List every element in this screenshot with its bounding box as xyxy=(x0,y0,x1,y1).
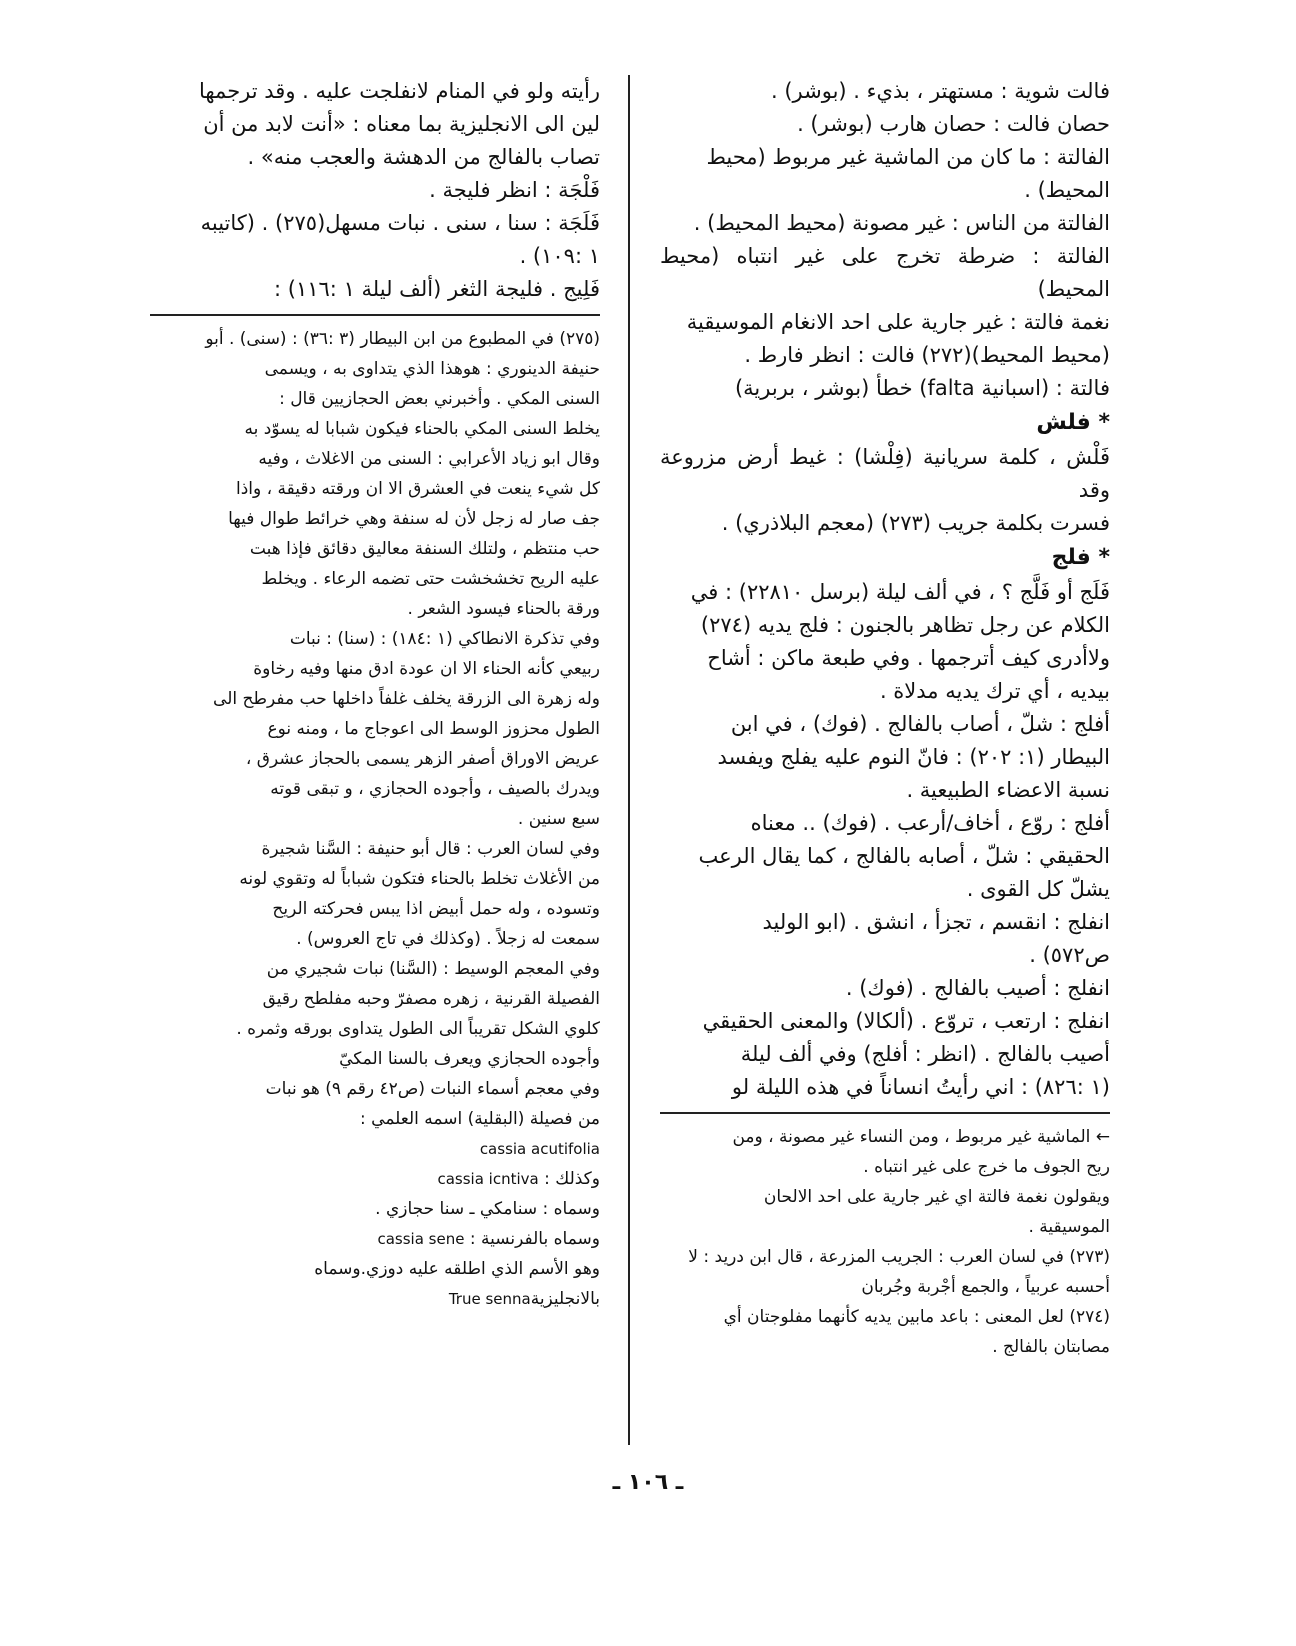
entry-line: انفلج : أصيب بالفالج . (فوك) . xyxy=(845,976,1110,1000)
entry-line: فَلْجَة : انظر فليجة . xyxy=(429,178,600,202)
footnote-line: سبع سنين . xyxy=(517,809,600,829)
footnote-line: وأجوده الحجازي ويعرف بالسنا المكيّ xyxy=(339,1049,600,1069)
entry-line: فالتة : (اسبانية falta) خطأ (بوشر ، بربرية) xyxy=(734,376,1110,400)
footnote-line: وفي لسان العرب : قال أبو حنيفة : السَّنا شجيرة xyxy=(261,839,600,859)
entry-heading-falaj: * فلج xyxy=(1051,545,1110,570)
entry-line: رأيته ولو في المنام لانفلجت عليه . وقد ترجمها xyxy=(198,79,600,103)
footnote-line: وتسوده ، وله حمل أبيض اذا يبس فحركته الريح xyxy=(272,899,600,919)
footnote-divider xyxy=(150,314,600,316)
footnote-line: ريح الجوف ما خرج على غير انتباه . xyxy=(863,1157,1110,1177)
entry-heading-falsh: * فلش xyxy=(1036,410,1110,435)
footnote-line: وله زهرة الى الزرقة يخلف غلفاً داخلها حب مفرطح الى xyxy=(213,689,600,709)
footnote-line: حنيفة الدينوري : هوهذا الذي يتداوى به ، ويسمى xyxy=(264,359,600,379)
footnote-line: وسماه : سنامكي ـ سنا حجازي . xyxy=(375,1199,600,1219)
footnote-line: الموسيقية . xyxy=(1028,1217,1110,1237)
footnote-line: (٢٧٥) في المطبوع من ابن البيطار (٣ :٣٦) : (سنى) . أبو xyxy=(205,329,600,349)
entry-line: انفلج : ارتعب ، تروّع . (ألكالا) والمعنى الحقيقي xyxy=(702,1009,1110,1033)
footnote-line: ربيعي كأنه الحناء الا ان عودة ادق منها وفيه رخاوة xyxy=(253,659,600,679)
left-column xyxy=(150,75,600,1314)
entry-line: الفالتة : ضرطة تخرج على غير انتباه (محيط المحيط) xyxy=(660,244,1110,301)
latin-name: cassia sene xyxy=(377,1230,465,1248)
footnote-line xyxy=(150,1164,600,1194)
entry-line: البيطار (١: ٢٠٢) : فانّ النوم عليه يفلج ويفسد xyxy=(717,745,1110,769)
footnote-line: ← الماشية غير مربوط ، ومن النساء غير مصونة ، ومن xyxy=(732,1127,1110,1147)
entry-line: يشلّ كل القوى . xyxy=(966,877,1110,901)
latin-name: cassia icntiva xyxy=(437,1170,539,1188)
footnote-line: وهو الأسم الذي اطلقه عليه دوزي.وسماه xyxy=(314,1259,600,1279)
footnote-line: حب منتظم ، ولتلك السنفة معاليق دقائق فإذا هبت xyxy=(249,539,600,559)
footnote-label: بالانجليزية xyxy=(530,1289,600,1309)
footnote-label: وسماه بالفرنسية : xyxy=(469,1229,600,1249)
entry-line: ولاأدرى كيف أترجمها . وفي طبعة ماكن : أشاح xyxy=(707,646,1110,670)
entry-line: فَلَج أو فَلَّج ؟ ، في ألف ليلة (برسل ٢٢٨١٠) : في xyxy=(690,580,1110,604)
entry-line: أفلج : شلّ ، أصاب بالفالج . (فوك) ، في ابن xyxy=(730,712,1110,736)
footnote-line: يخلط السنى المكي بالحناء فيكون شبابا له يسوّد به xyxy=(244,419,600,439)
entry-line: (١ :٨٢٦) : اني رأيتُ انساناً في هذه الليلة لو xyxy=(731,1075,1110,1099)
footnote-line: ورقة بالحناء فيسود الشعر . xyxy=(407,599,600,619)
entry-line: الفالتة من الناس : غير مصونة (محيط المحيط) . xyxy=(693,211,1110,235)
entry-line: نسبة الاعضاء الطبيعية . xyxy=(906,778,1110,802)
entry-line: ص٥٧٢) . xyxy=(1029,943,1110,967)
entry-line: فَلْش ، كلمة سريانية (فِلْشا) : غيط أرض مزروعة وقد xyxy=(660,445,1110,502)
footnote-line: من الأغلاث تخلط بالحناء فتكون شباباً له وتقوي لونه xyxy=(239,869,600,889)
footnote-line: (٢٧٤) لعل المعنى : باعد مابين يديه كأنهما مفلوجتان أي xyxy=(723,1307,1110,1327)
entry-line: ١ :١٠٩) . xyxy=(519,244,600,268)
footnote-line: السنى المكي . وأخبرني بعض الحجازيين قال : xyxy=(279,389,600,409)
entry-line: نغمة فالتة : غير جارية على احد الانغام الموسيقية xyxy=(686,310,1110,334)
footnote-line: وفي معجم أسماء النبات (ص٤٢ رقم ٩) هو نبات xyxy=(265,1079,600,1099)
footnote-line: وفي تذكرة الانطاكي (١ :١٨٤) : (سنا) : نبات xyxy=(289,629,600,649)
footnote-line: من فصيلة (البقلية) اسمه العلمي : xyxy=(360,1109,600,1129)
right-column xyxy=(660,75,1110,1362)
footnote-divider xyxy=(660,1112,1110,1114)
entry-line: الفالتة : ما كان من الماشية غير مربوط (محيط xyxy=(706,145,1110,169)
footnote-latin-line xyxy=(150,1134,600,1164)
footnote-line: ويقولون نغمة فالتة اي غير جارية على احد الالحان xyxy=(763,1187,1110,1207)
entry-line: فسرت بكلمة جريب (٢٧٣) (معجم البلاذري) . xyxy=(721,511,1110,535)
footnote-label: وكذلك : xyxy=(544,1169,600,1189)
entry-line: المحيط) . xyxy=(1024,178,1110,202)
footnote-line: عليه الريح تخشخشت حتى تضمه الرعاء . ويخلط xyxy=(261,569,600,589)
footnote-line xyxy=(150,1224,600,1254)
footnote-line: الفصيلة القرنية ، زهره مصفرّ وحبه مفلطح رقيق xyxy=(262,989,600,1009)
footnote-line: عريض الاوراق أصفر الزهر يسمى بالحجاز عشرق ، xyxy=(245,749,600,769)
entry-line: (محيط المحيط)(٢٧٢) فالت : انظر فارط . xyxy=(744,343,1110,367)
latin-name: True senna xyxy=(448,1290,531,1308)
entry-line: أفلج : روّع ، أخاف/أرعب . (فوك) .. معناه xyxy=(750,811,1110,835)
entry-line: أصيب بالفالج . (انظر : أفلج) وفي ألف ليلة xyxy=(740,1042,1110,1066)
column-divider xyxy=(628,75,630,1445)
entry-line: تصاب بالفالج من الدهشة والعجب منه» . xyxy=(247,145,600,169)
entry-line: الكلام عن رجل تظاهر بالجنون : فلج يديه (٢٧٤) xyxy=(700,613,1110,637)
footnote-line: أحسبه عربياً ، والجمع أجْربة وجُربان xyxy=(861,1277,1110,1297)
entry-line: حصان فالت : حصان هارب (بوشر) . xyxy=(797,112,1110,136)
page-number: ـ ١٠٦ ـ xyxy=(612,1470,684,1495)
entry-line: بيديه ، أي ترك يديه مدلاة . xyxy=(879,679,1110,703)
entry-line: لين الى الانجليزية بما معناه : «أنت لابد من أن xyxy=(203,112,600,136)
footnote-line: ويدرك بالصيف ، وأجوده الحجازي ، و تبقى قوته xyxy=(270,779,600,799)
footnote-line: وفي المعجم الوسيط : (السَّنا) نبات شجيري من xyxy=(266,959,600,979)
footnote-line: جف صار له زجل لأن له سنفة وهي خرائط طوال فيها xyxy=(228,509,600,529)
footnote-line: الطول محزوز الوسط الى اعوجاج ما ، ومنه نوع xyxy=(267,719,600,739)
footnote-line: وقال ابو زياد الأعرابي : السنى من الاغلاث ، وفيه xyxy=(258,449,600,469)
entry-line: فَلِيج . فليجة الثغر (ألف ليلة ١ :١١٦) : xyxy=(274,277,600,301)
entry-line: فَلَجَة : سنا ، سنى . نبات مسهل(٢٧٥) . (كاتيبه xyxy=(200,211,600,235)
footnote-line: كلوي الشكل تقريباً الى الطول يتداوى بورقه وثمره . xyxy=(236,1019,600,1039)
entry-line: الحقيقي : شلّ ، أصابه بالفالج ، كما يقال الرعب xyxy=(698,844,1110,868)
latin-name: cassia acutifolia xyxy=(479,1140,600,1158)
footnote-line: (٢٧٣) في لسان العرب : الجريب المزرعة ، قال ابن دريد : لا xyxy=(688,1247,1110,1267)
footnote-line xyxy=(150,1284,600,1314)
entry-line: انفلج : انقسم ، تجزأ ، انشق . (ابو الوليد xyxy=(762,910,1110,934)
footnote-line: كل شيء ينعت في العشرق الا ان ورقته دقيقة ، واذا xyxy=(236,479,600,499)
footnote-line: مصابتان بالفالج . xyxy=(992,1337,1110,1357)
entry-line: فالت شوية : مستهتر ، بذيء . (بوشر) . xyxy=(771,79,1110,103)
footnote-line: سمعت له زجلاً . (وكذلك في تاج العروس) . xyxy=(296,929,600,949)
